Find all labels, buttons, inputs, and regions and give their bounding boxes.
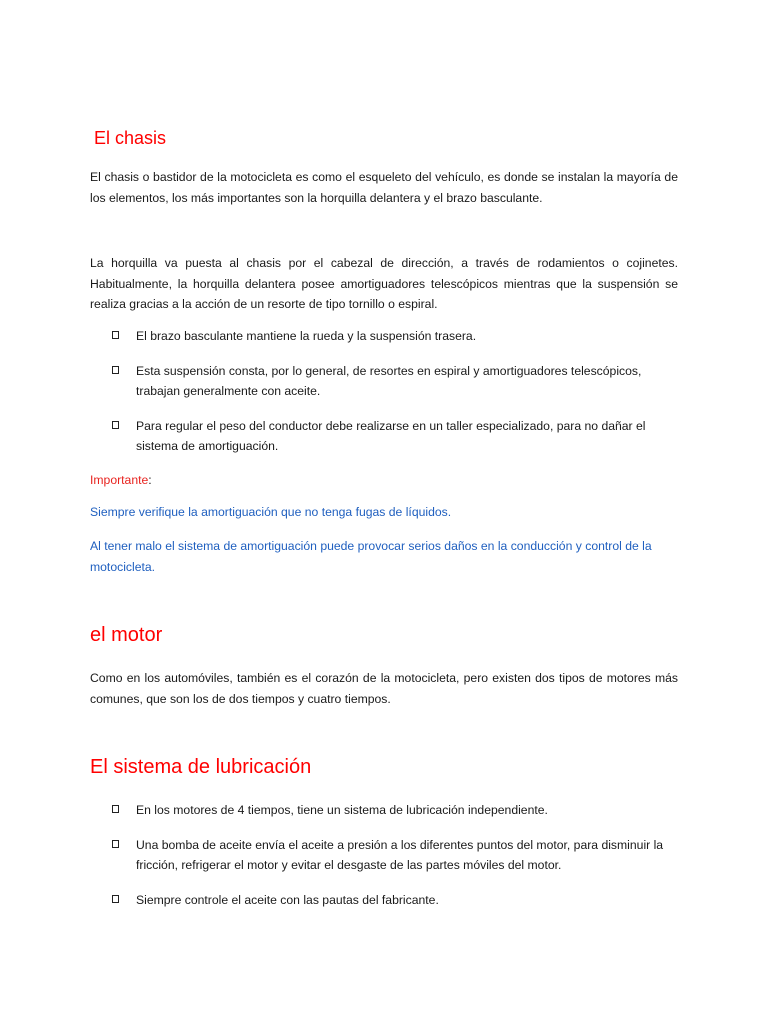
checkbox-bullet-icon (112, 805, 119, 813)
list-item (110, 361, 678, 402)
list-item (110, 890, 678, 911)
list-item-text: Para regular el peso del conductor debe realizarse en un taller especializado, para no dañar el sistema de amortiguación. (136, 418, 646, 453)
important-note-2: Al tener malo el sistema de amortiguación puede provocar serios daños en la conducción y control de la motocicleta. (90, 539, 652, 574)
list-item-text: En los motores de 4 tiempos, tiene un sistema de lubricación independiente. (136, 803, 548, 817)
section-title-motor: el motor (90, 624, 163, 646)
motor-paragraph: Como en los automóviles, también es el corazón de la motocicleta, pero existen dos tipos de motores más comunes, que son los de dos tiempos y cuatro tiempos. (90, 671, 678, 706)
important-word: Importante (90, 473, 149, 487)
list-item-text: El brazo basculante mantiene la rueda y la suspensión trasera. (136, 329, 477, 343)
chasis-bullet-list (110, 326, 678, 471)
list-item (110, 416, 678, 457)
list-item-text: Siempre controle el aceite con las pautas del fabricante. (136, 892, 439, 907)
list-item (110, 800, 678, 821)
section-title-chasis: El chasis (94, 128, 167, 148)
horquilla-paragraph: La horquilla va puesta al chasis por el cabezal de dirección, a través de rodamientos o cojinetes. Habitualmente, la horquilla delantera posee amortiguadores telescópicos mientras que la suspensión se realiza gracias a la acción de un resorte de tipo tornillo o espiral. (90, 256, 678, 311)
important-note-1: Siempre verifique la amortiguación que no tenga fugas de líquidos. (90, 505, 452, 519)
important-colon: : (148, 473, 152, 487)
important-label (90, 470, 152, 490)
list-item (110, 835, 678, 876)
lubricacion-bullet-list (110, 800, 678, 924)
list-item-text: Esta suspensión consta, por lo general, de resortes en espiral y amortiguadores telescópicos, trabajan generalmente con aceite. (136, 363, 642, 398)
section-title-lubricacion: El sistema de lubricación (90, 756, 312, 778)
checkbox-bullet-icon (112, 331, 119, 339)
checkbox-bullet-icon (112, 366, 119, 374)
list-item (110, 326, 678, 347)
checkbox-bullet-icon (112, 421, 119, 429)
list-item-text: Una bomba de aceite envía el aceite a presión a los diferentes puntos del motor, para disminuir la fricción, refrigerar el motor y evitar el desgaste de las partes móviles del motor. (136, 837, 664, 872)
chasis-intro-paragraph: El chasis o bastidor de la motocicleta es como el esqueleto del vehículo, es donde se instalan la mayoría de los elementos, los más importantes son la horquilla delantera y el brazo basculante. (90, 170, 678, 205)
checkbox-bullet-icon (112, 840, 119, 848)
checkbox-bullet-icon (112, 895, 119, 903)
